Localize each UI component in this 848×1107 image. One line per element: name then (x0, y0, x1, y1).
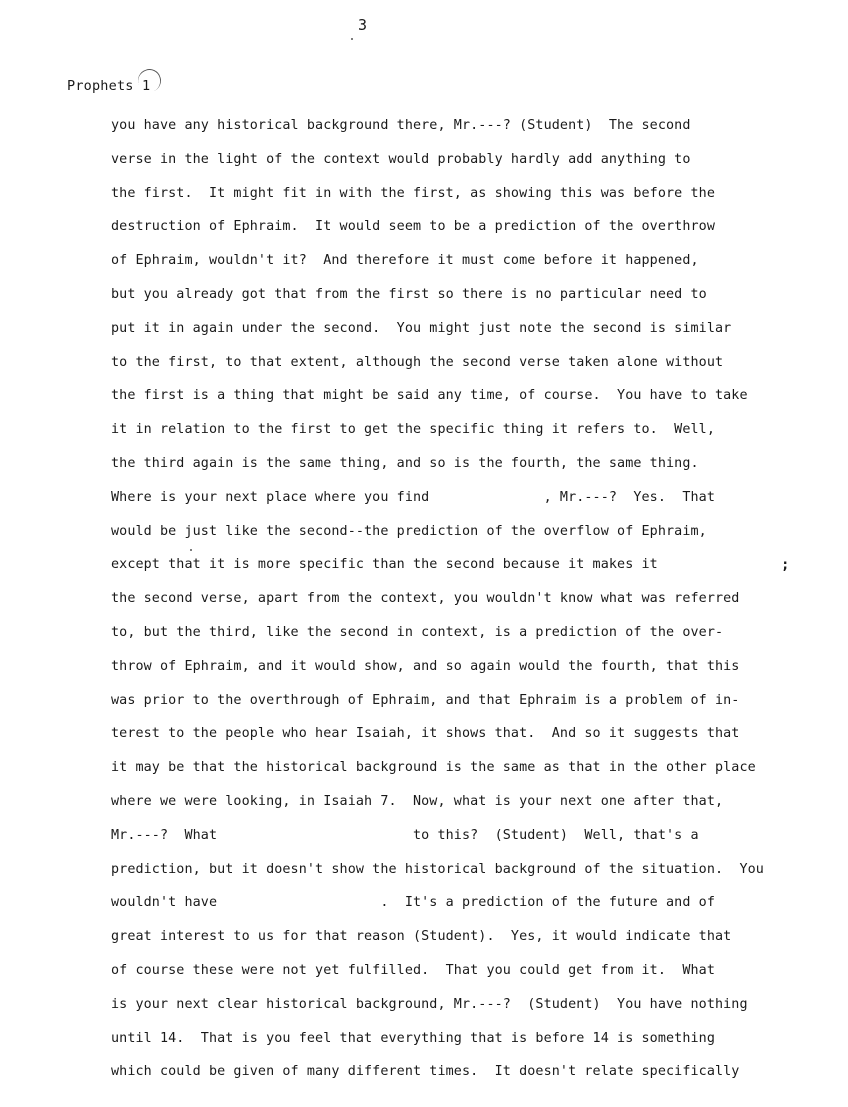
text-line: the first is a thing that might be said any time, of course. You have to take (111, 388, 748, 404)
text-line: Where is your next place where you find , Mr.---? Yes. That (111, 489, 715, 505)
text-line: but you already got that from the first so there is no particular need to (111, 286, 707, 302)
text-line: until 14. That is you feel that everything that is before 14 is something (111, 1030, 715, 1046)
running-head-label: Prophets (67, 78, 134, 94)
body-text (111, 116, 791, 1096)
text-line: it may be that the historical background is the same as that in the other place (111, 760, 756, 776)
text-line: wouldn't have . It's a prediction of the future and of (111, 895, 715, 911)
text-line: verse in the light of the context would probably hardly add anything to (111, 151, 691, 167)
text-line: great interest to us for that reason (Student). Yes, it would indicate that (111, 929, 732, 945)
text-line: prediction, but it doesn't show the historical background of the situation. You (111, 861, 764, 877)
text-line: it in relation to the first to get the specific thing it refers to. Well, (111, 422, 715, 438)
text-line: the first. It might fit in with the first, as showing this was before the (111, 185, 715, 201)
ink-speck (351, 38, 353, 40)
text-line: except that it is more specific than the second because it makes it (111, 557, 658, 573)
text-line: to the first, to that extent, although the second verse taken alone without (111, 354, 724, 370)
text-line: to, but the third, like the second in context, is a prediction of the over- (111, 624, 724, 640)
text-line: Mr.---? What to this? (Student) Well, that's a (111, 827, 699, 843)
text-line: destruction of Ephraim. It would seem to be a prediction of the overthrow (111, 219, 715, 235)
running-head-number (142, 78, 150, 94)
text-line: of course these were not yet fulfilled. That you could get from it. What (111, 962, 715, 978)
running-head (67, 78, 150, 94)
ink-speck (190, 549, 192, 551)
text-line: put it in again under the second. You might just note the second is similar (111, 320, 732, 336)
margin-mark: ; (781, 557, 790, 573)
text-line: where we were looking, in Isaiah 7. Now, what is your next one after that, (111, 793, 724, 809)
text-line: the second verse, apart from the context, you wouldn't know what was referred (111, 591, 740, 607)
running-head-number-text: 1 (141, 78, 151, 94)
text-line: is your next clear historical background, Mr.---? (Student) You have nothing (111, 996, 748, 1012)
text-line: the third again is the same thing, and so is the fourth, the same thing. (111, 455, 699, 471)
page-number: 3 (358, 16, 368, 34)
text-line: was prior to the overthrough of Ephraim, and that Ephraim is a problem of in- (111, 692, 740, 708)
text-line: terest to the people who hear Isaiah, it shows that. And so it suggests that (111, 726, 740, 742)
text-line: of Ephraim, wouldn't it? And therefore it must come before it happened, (111, 253, 699, 269)
text-line: would be just like the second--the prediction of the overflow of Ephraim, (111, 523, 707, 539)
text-line: throw of Ephraim, and it would show, and so again would the fourth, that this (111, 658, 740, 674)
text-line: you have any historical background there, Mr.---? (Student) The second (111, 118, 691, 133)
text-line: which could be given of many different times. It doesn't relate specifically (111, 1064, 740, 1080)
